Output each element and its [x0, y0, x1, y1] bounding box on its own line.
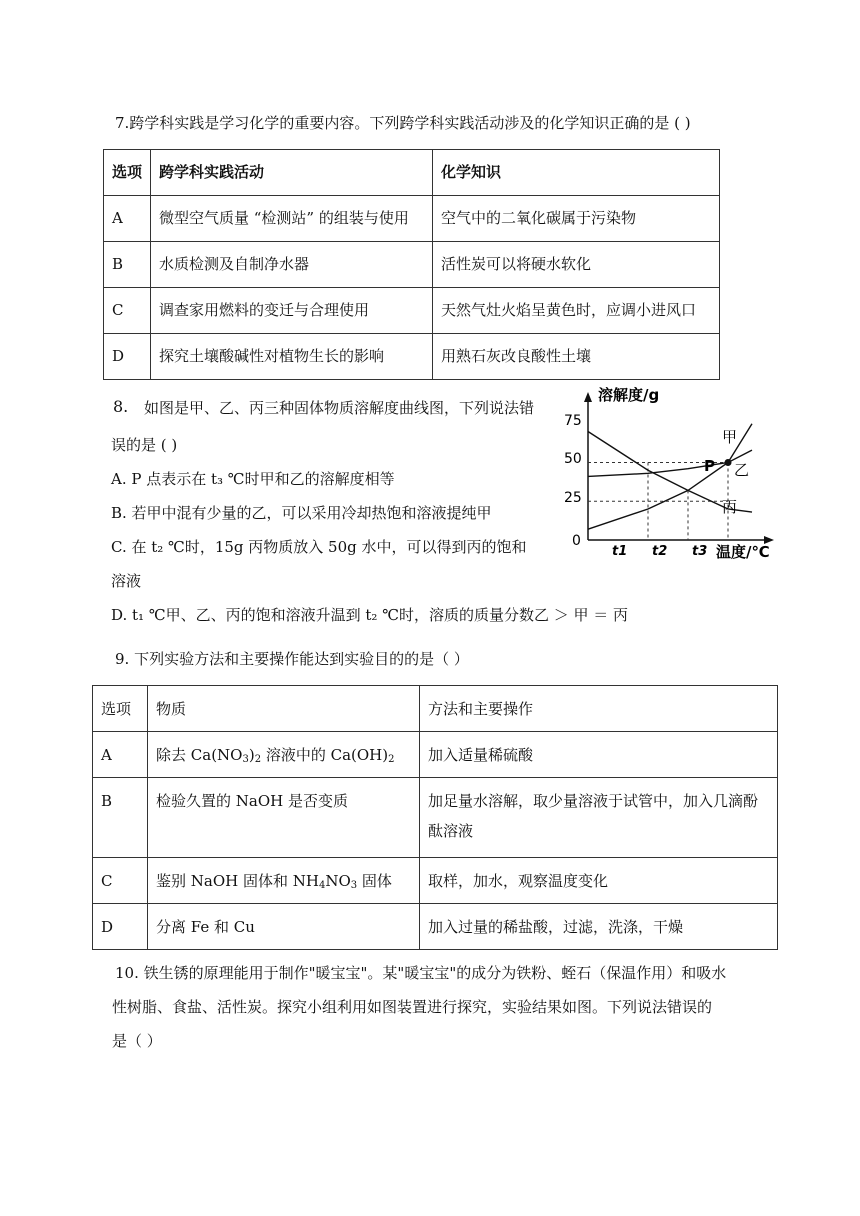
table-header-row: [93, 686, 778, 732]
table-cell: 加足量水溶解，取少量溶液于试管中，加入几滴酚酞溶液: [420, 778, 778, 858]
header-cell: 物质: [148, 686, 420, 732]
table-header-row: [104, 150, 720, 196]
table-cell: 空气中的二氧化碳属于污染物: [433, 196, 720, 242]
table-row: [93, 732, 778, 778]
q10-line1: 10. 铁生锈的原理能用于制作"暖宝宝"。某"暖宝宝"的成分为铁粉、蛭石（保温作用）和吸水: [115, 964, 727, 982]
table-row: [93, 858, 778, 904]
table-cell: 加入适量稀硫酸: [420, 732, 778, 778]
y-tick-label: 50: [564, 451, 582, 467]
series-label: 乙: [734, 461, 750, 479]
table-row: [93, 904, 778, 950]
q10-line2: 性树脂、食盐、活性炭。探究小组利用如图装置进行探究，实验结果如图。下列说法错误的: [112, 998, 713, 1016]
formula-text: 溶液中的 Ca(OH): [261, 746, 389, 764]
series-label: 甲: [722, 428, 738, 446]
q9-stem: 9. 下列实验方法和主要操作能达到实验目的的是（ ）: [115, 650, 469, 668]
table-cell: A: [93, 732, 148, 778]
table-cell: 微型空气质量 “检测站” 的组装与使用: [151, 196, 433, 242]
table-cell: B: [104, 242, 151, 288]
table-cell: 检验久置的 NaOH 是否变质: [148, 778, 420, 858]
formula-text: 除去 Ca(NO: [156, 746, 243, 764]
subscript: 2: [388, 754, 395, 765]
table-cell: 用熟石灰改良酸性土壤: [433, 334, 720, 380]
subscript: 4: [318, 880, 326, 891]
formula-text: 固体: [357, 872, 392, 890]
table-cell: 水质检测及自制净水器: [151, 242, 433, 288]
table-cell: C: [93, 858, 148, 904]
q8-option-c-line2: 溶液: [111, 572, 142, 590]
table-row: [104, 242, 720, 288]
table-cell: B: [93, 778, 148, 858]
table-cell: C: [104, 288, 151, 334]
solubility-chart: [558, 380, 782, 570]
table-row: [104, 196, 720, 242]
series-label: 丙: [722, 498, 738, 516]
table-cell: A: [104, 196, 151, 242]
q8-stem-line1: 如图是甲、乙、丙三种固体物质溶解度曲线图，下列说法错: [144, 399, 535, 417]
table-row: [104, 334, 720, 380]
x-tick-label: t3: [692, 544, 708, 559]
table-row: [104, 288, 720, 334]
header-cell: 化学知识: [433, 150, 720, 196]
formula-text: 鉴别 NaOH 固体和 NH: [156, 872, 319, 890]
subscript: 2: [254, 754, 262, 765]
y-tick-label: 25: [564, 490, 582, 506]
q7-stem: 7.跨学科实践是学习化学的重要内容。下列跨学科实践活动涉及的化学知识正确的是 ( ): [115, 114, 691, 132]
header-cell: 选项: [93, 686, 148, 732]
table-cell: 取样，加水，观察温度变化: [420, 858, 778, 904]
table-cell: D: [104, 334, 151, 380]
x-tick-label: t2: [652, 544, 668, 559]
table-cell: 探究土壤酸碱性对植物生长的影响: [151, 334, 433, 380]
header-cell: 方法和主要操作: [420, 686, 778, 732]
formula-text: ): [248, 746, 255, 764]
x-tick-label: t1: [612, 544, 628, 559]
table-cell: 调查家用燃料的变迁与合理使用: [151, 288, 433, 334]
subscript: 3: [242, 754, 249, 765]
y-tick-label: 75: [564, 413, 582, 429]
table-cell: [148, 732, 420, 778]
q10-line3: 是（ ）: [112, 1032, 162, 1050]
y-tick-label: 0: [572, 533, 581, 549]
table-cell: 天然气灶火焰呈黄色时，应调小进风口: [433, 288, 720, 334]
subscript: 3: [350, 880, 358, 891]
q8-number: 8.: [113, 397, 129, 416]
header-cell: 选项: [104, 150, 151, 196]
table-cell: D: [93, 904, 148, 950]
point-label: P: [704, 457, 715, 475]
table-cell: [148, 858, 420, 904]
point-p-marker: [725, 459, 732, 466]
q9-table: [92, 685, 778, 950]
y-axis-arrow-icon: [584, 392, 592, 402]
table-cell: 活性炭可以将硬水软化: [433, 242, 720, 288]
q8-option-c-line1: C. 在 t₂ ℃时，15g 丙物质放入 50g 水中，可以得到丙的饱和: [111, 538, 527, 556]
q8-option-b: B. 若甲中混有少量的乙，可以采用冷却热饱和溶液提纯甲: [111, 504, 492, 522]
q8-stem-line2: 误的是 ( ): [111, 436, 178, 454]
chart-ylabel: 溶解度/g: [598, 386, 660, 404]
table-cell: 加入过量的稀盐酸，过滤，洗涤，干燥: [420, 904, 778, 950]
q8-option-a: A. P 点表示在 t₃ ℃时甲和乙的溶解度相等: [111, 470, 395, 488]
q7-table: [103, 149, 720, 380]
chart-xlabel: 温度/℃: [716, 543, 770, 561]
header-cell: 跨学科实践活动: [151, 150, 433, 196]
table-cell: 分离 Fe 和 Cu: [148, 904, 420, 950]
q8-option-d: D. t₁ ℃甲、乙、丙的饱和溶液升温到 t₂ ℃时，溶质的质量分数乙 ＞ 甲 ＝ 丙: [111, 606, 629, 624]
table-row: [93, 778, 778, 858]
formula-text: NO: [325, 872, 351, 890]
